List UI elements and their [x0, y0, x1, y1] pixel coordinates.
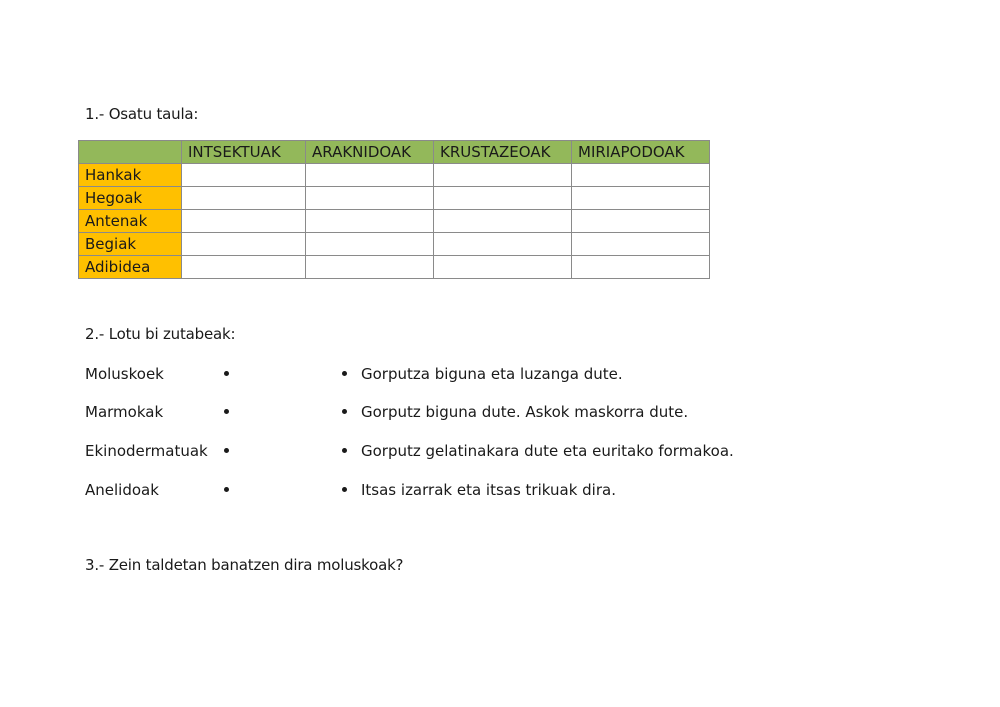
match-left-item: Ekinodermatuak — [85, 442, 208, 460]
right-connector-dot[interactable] — [342, 448, 347, 453]
left-connector-dot[interactable] — [224, 487, 229, 492]
match-row — [85, 365, 785, 387]
answer-cell[interactable] — [434, 164, 572, 187]
match-left-item: Anelidoak — [85, 481, 159, 499]
table-corner-cell — [79, 141, 182, 164]
match-right-item: Gorputz biguna dute. Askok maskorra dute. — [361, 403, 689, 421]
match-right-item: Gorputza biguna eta luzanga dute. — [361, 365, 623, 383]
match-left-item: Moluskoek — [85, 365, 164, 383]
answer-cell[interactable] — [572, 233, 710, 256]
answer-cell[interactable] — [182, 187, 306, 210]
column-header-miriapodoak: MIRIAPODOAK — [572, 141, 710, 164]
answer-cell[interactable] — [306, 210, 434, 233]
table-header-row — [79, 141, 710, 164]
question-1-heading: 1.- Osatu taula: — [85, 105, 199, 123]
right-connector-dot[interactable] — [342, 409, 347, 414]
left-connector-dot[interactable] — [224, 448, 229, 453]
table-row — [79, 233, 710, 256]
right-connector-dot[interactable] — [342, 371, 347, 376]
answer-cell[interactable] — [306, 233, 434, 256]
column-header-araknidoak: ARAKNIDOAK — [306, 141, 434, 164]
row-label-begiak: Begiak — [79, 233, 182, 256]
match-row — [85, 403, 785, 425]
classification-table — [78, 140, 710, 279]
row-label-hegoak: Hegoak — [79, 187, 182, 210]
answer-cell[interactable] — [434, 233, 572, 256]
answer-cell[interactable] — [306, 187, 434, 210]
right-connector-dot[interactable] — [342, 487, 347, 492]
match-row — [85, 481, 785, 503]
answer-cell[interactable] — [182, 210, 306, 233]
match-right-item: Itsas izarrak eta itsas trikuak dira. — [361, 481, 616, 499]
answer-cell[interactable] — [434, 187, 572, 210]
question-2-heading: 2.- Lotu bi zutabeak: — [85, 325, 236, 343]
table-row — [79, 187, 710, 210]
answer-cell[interactable] — [182, 256, 306, 279]
column-header-krustazeoak: KRUSTAZEOAK — [434, 141, 572, 164]
answer-cell[interactable] — [306, 256, 434, 279]
table-row — [79, 210, 710, 233]
row-label-adibidea: Adibidea — [79, 256, 182, 279]
question-3-heading: 3.- Zein taldetan banatzen dira moluskoak? — [85, 556, 404, 574]
answer-cell[interactable] — [572, 164, 710, 187]
left-connector-dot[interactable] — [224, 371, 229, 376]
row-label-antenak: Antenak — [79, 210, 182, 233]
table-row — [79, 256, 710, 279]
table-row — [79, 164, 710, 187]
answer-cell[interactable] — [182, 164, 306, 187]
match-left-item: Marmokak — [85, 403, 164, 421]
row-label-hankak: Hankak — [79, 164, 182, 187]
answer-cell[interactable] — [434, 256, 572, 279]
column-header-intsektuak: INTSEKTUAK — [182, 141, 306, 164]
answer-cell[interactable] — [572, 187, 710, 210]
answer-cell[interactable] — [572, 256, 710, 279]
match-right-item: Gorputz gelatinakara dute eta euritako formakoa. — [361, 442, 734, 460]
left-connector-dot[interactable] — [224, 409, 229, 414]
answer-cell[interactable] — [182, 233, 306, 256]
answer-cell[interactable] — [434, 210, 572, 233]
match-row — [85, 442, 785, 464]
answer-cell[interactable] — [306, 164, 434, 187]
answer-cell[interactable] — [572, 210, 710, 233]
